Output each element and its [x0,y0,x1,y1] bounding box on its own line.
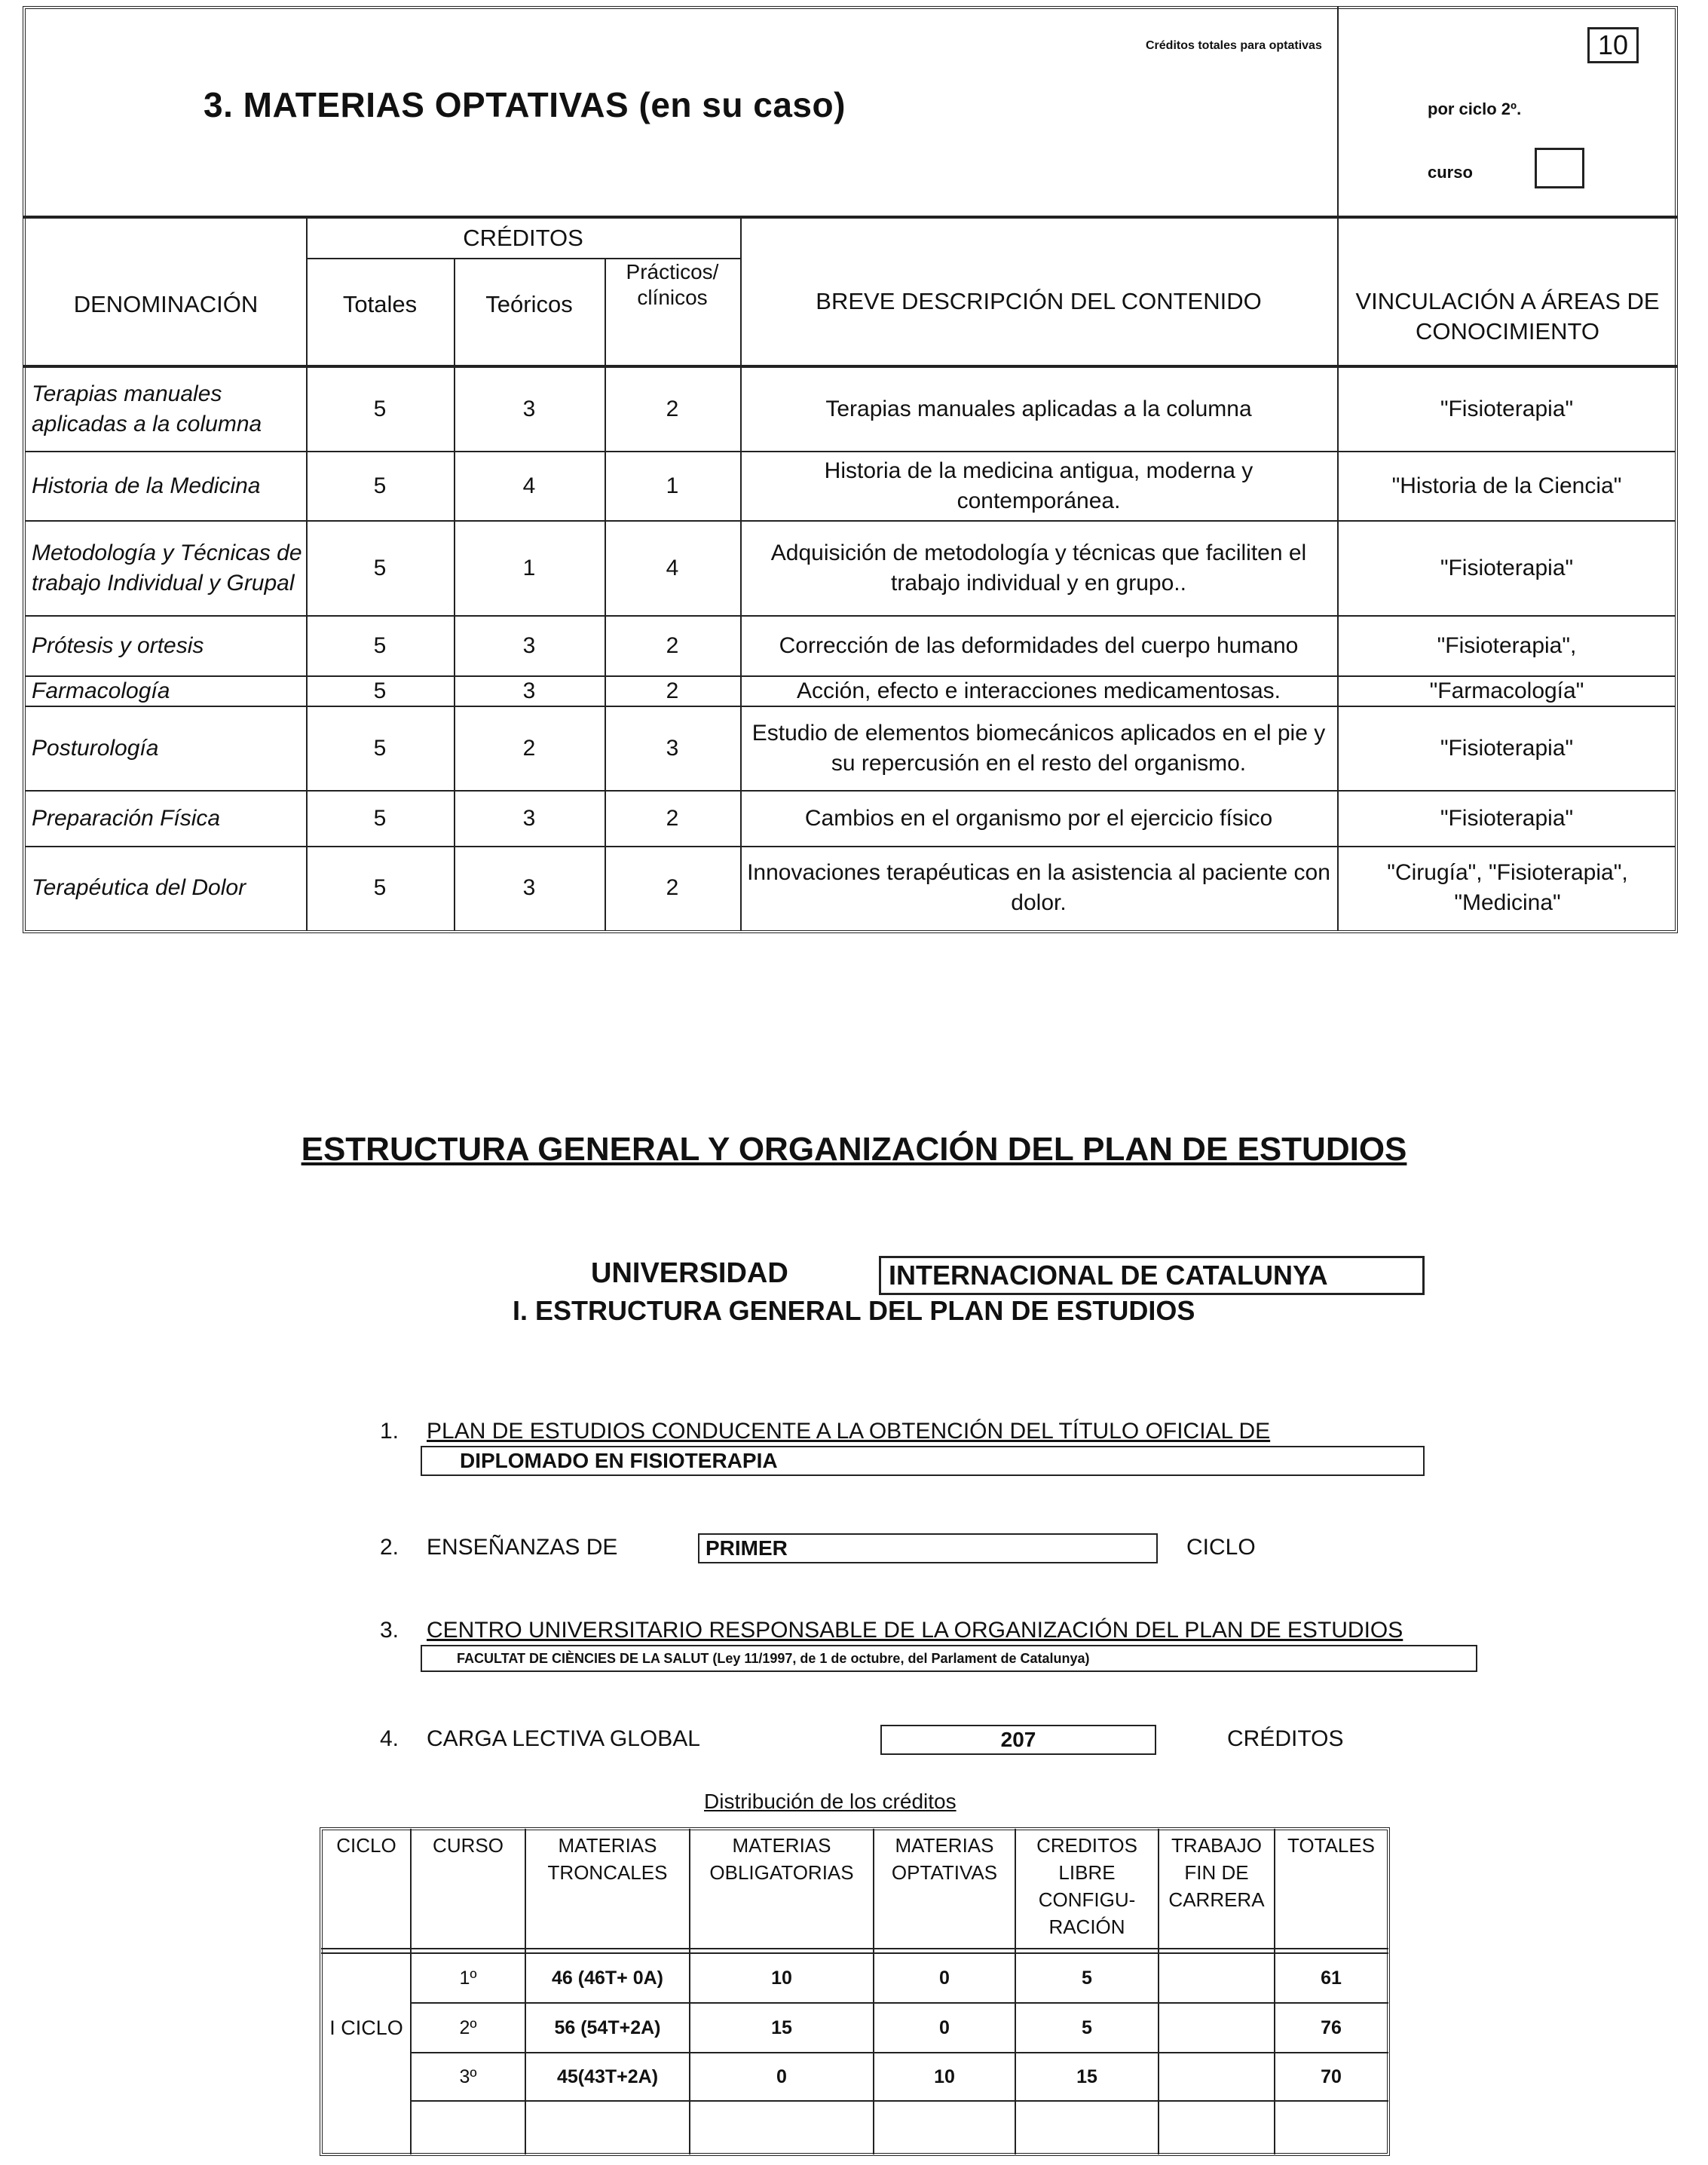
ciclo-cell: I CICLO [329,2016,403,2039]
row-teoricos: 3 [522,875,536,900]
row-descripcion: Adquisición de metodología y técnicas que faciliten el trabajo individual y en grupo.. [770,540,1307,596]
row-practicos: 2 [666,633,679,658]
row-practicos: 1 [666,473,679,498]
row-descripcion: Corrección de las deformidades del cuerpo humano [779,633,1299,658]
header-ciclo: CICLO [336,1834,396,1857]
ciclo-suffix: CICLO [1186,1535,1256,1560]
section-subtitle: I. ESTRUCTURA GENERAL DEL PLAN DE ESTUDIOS [513,1295,1195,1326]
totales-cell: 61 [1321,1967,1342,1989]
header-totales: TOTALES [1287,1834,1376,1857]
row-practicos: 4 [666,556,679,580]
row-totales: 5 [373,556,387,580]
carga-field: 207 [880,1725,1156,1755]
divider [1337,6,1339,217]
troncales-cell: 45(43T+2A) [556,2065,659,2087]
row-descripcion: Estudio de elementos biomecánicos aplicados en el pie y su repercusión en el resto del organismo. [751,721,1326,776]
curso-cell: 3º [459,2065,477,2087]
row-teoricos: 2 [522,736,536,761]
por-ciclo-label: por ciclo 2º. [1428,100,1522,118]
divider [23,216,1678,219]
row-totales: 5 [373,806,387,831]
universidad-label: UNIVERSIDAD [591,1257,788,1289]
row-denominacion: Posturología [32,736,159,761]
item-number: 4. [380,1726,399,1751]
header-teoricos: Teóricos [485,291,573,317]
row-denominacion: Metodología y Técnicas de trabajo Individual y Grupal [32,540,302,596]
universidad-field: INTERNACIONAL DE CATALUNYA [879,1256,1425,1295]
curso-label: curso [1428,163,1473,182]
trabajo-cell [1159,2102,1274,2153]
optativas-cell: 10 [934,2065,955,2087]
trabajo-cell [1159,2004,1274,2052]
row-totales: 5 [373,397,387,421]
creditos-totales-box: 10 [1587,27,1639,63]
row-descripcion: Cambios en el organismo por el ejercicio físico [804,806,1273,831]
curso-cell [412,2102,525,2153]
table-caption: Distribución de los créditos [704,1790,957,1813]
header-descripcion: BREVE DESCRIPCIÓN DEL CONTENIDO [816,288,1262,314]
item-number: 1. [380,1419,399,1444]
curso-cell: 2º [459,2016,477,2038]
row-vinculacion: "Farmacología" [1429,678,1584,703]
header-creditos: CRÉDITOS [463,225,583,251]
row-denominacion: Historia de la Medicina [32,473,261,498]
row-practicos: 2 [666,875,679,900]
row-teoricos: 4 [522,473,536,498]
row-vinculacion: "Fisioterapia", [1437,633,1577,658]
header-obligatorias: MATERIAS OBLIGATORIAS [709,1834,854,1884]
header-totales: Totales [342,291,418,317]
header-practicos: Prácticos/ clínicos [626,260,719,309]
item-label: ENSEÑANZAS DE [427,1535,618,1560]
item-label: CENTRO UNIVERSITARIO RESPONSABLE DE LA ORGANIZACIÓN DEL PLAN DE ESTUDIOS [427,1618,1403,1643]
row-totales: 5 [373,875,387,900]
row-teoricos: 1 [522,556,536,580]
header-libre: CREDITOS LIBRE CONFIGU- RACIÓN [1036,1834,1137,1938]
obligatorias-cell: 15 [771,2016,792,2038]
header-troncales: MATERIAS TRONCALES [547,1834,668,1884]
optativas-cell: 0 [939,2016,950,2038]
item-label: CARGA LECTIVA GLOBAL [427,1726,700,1751]
row-practicos: 2 [666,806,679,831]
libre-cell: 5 [1082,1967,1092,1989]
divider [321,1948,1388,1949]
totales-cell [1275,2102,1387,2153]
row-descripcion: Acción, efecto e interacciones medicamentosas. [797,678,1281,703]
header-curso: CURSO [433,1834,504,1857]
header-denominacion: DENOMINACIÓN [73,291,259,317]
curso-cell: 1º [459,1967,477,1989]
item-number: 2. [380,1535,399,1560]
row-vinculacion: "Fisioterapia" [1440,736,1574,761]
row-denominacion: Farmacología [32,678,170,703]
row-denominacion: Terapias manuales aplicadas a la columna [32,381,262,436]
header-optativas: MATERIAS OPTATIVAS [891,1834,998,1884]
titulo-field: DIPLOMADO EN FISIOTERAPIA [421,1446,1425,1476]
curso-box [1535,148,1584,188]
row-practicos: 3 [666,736,679,761]
optativas-cell [874,2102,1015,2153]
row-teoricos: 3 [522,397,536,421]
row-practicos: 2 [666,678,679,703]
header-trabajo: TRABAJO FIN DE CARRERA [1168,1834,1265,1911]
totales-cell: 76 [1321,2016,1342,2038]
troncales-cell: 56 (54T+2A) [554,2016,661,2038]
row-teoricos: 3 [522,806,536,831]
row-vinculacion: "Fisioterapia" [1440,397,1574,421]
optativas-cell: 0 [939,1967,950,1989]
libre-cell: 5 [1082,2016,1092,2038]
obligatorias-cell [690,2102,873,2153]
page-title: ESTRUCTURA GENERAL Y ORGANIZACIÓN DEL PLAN DE ESTUDIOS [301,1131,1407,1168]
row-denominacion: Preparación Física [32,806,221,831]
row-totales: 5 [373,678,387,703]
item-number: 3. [380,1618,399,1643]
row-descripcion: Historia de la medicina antigua, moderna y contemporánea. [824,458,1253,513]
row-practicos: 2 [666,397,679,421]
row-vinculacion: "Fisioterapia" [1440,806,1574,831]
row-descripcion: Innovaciones terapéuticas en la asistencia al paciente con dolor. [747,860,1330,915]
troncales-cell: 46 (46T+ 0A) [552,1967,663,1989]
totales-cell: 70 [1321,2065,1342,2087]
header-vinculacion: VINCULACIÓN A ÁREAS DE CONOCIMIENTO [1355,288,1660,345]
row-descripcion: Terapias manuales aplicadas a la columna [825,397,1252,421]
obligatorias-cell: 0 [776,2065,787,2087]
libre-cell [1016,2102,1158,2153]
centro-field: FACULTAT DE CIÈNCIES DE LA SALUT (Ley 11/1997, de 1 de octubre, del Parlament de Catalunya) [421,1645,1477,1672]
row-totales: 5 [373,473,387,498]
troncales-cell [526,2102,689,2153]
row-denominacion: Terapéutica del Dolor [32,875,246,900]
row-teoricos: 3 [522,633,536,658]
row-totales: 5 [373,633,387,658]
creditos-totales-label: Créditos totales para optativas [1146,39,1322,52]
row-denominacion: Prótesis y ortesis [32,633,204,658]
obligatorias-cell: 10 [771,1967,792,1989]
trabajo-cell [1159,2053,1274,2100]
ciclo-field: PRIMER [698,1533,1158,1563]
row-totales: 5 [373,736,387,761]
trabajo-cell [1159,1954,1274,2002]
libre-cell: 15 [1076,2065,1097,2087]
row-vinculacion: "Historia de la Ciencia" [1391,473,1622,498]
row-vinculacion: "Cirugía", "Fisioterapia", "Medicina" [1387,860,1628,915]
carga-suffix: CRÉDITOS [1227,1726,1344,1751]
section-title: 3. MATERIAS OPTATIVAS (en su caso) [204,85,846,124]
row-vinculacion: "Fisioterapia" [1440,556,1574,580]
item-label: PLAN DE ESTUDIOS CONDUCENTE A LA OBTENCIÓN DEL TÍTULO OFICIAL DE [427,1419,1271,1444]
row-teoricos: 3 [522,678,536,703]
